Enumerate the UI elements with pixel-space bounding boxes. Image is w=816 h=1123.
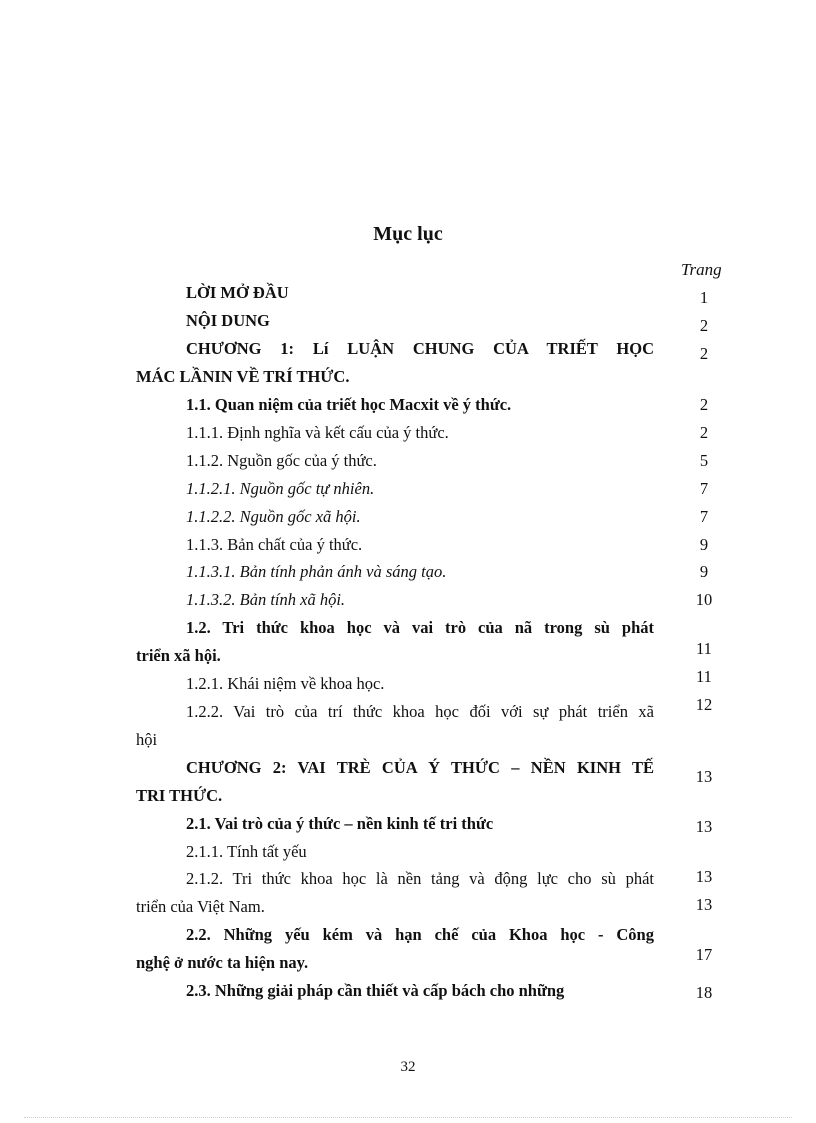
toc-page-1-1-3: 9 <box>699 535 709 554</box>
toc-entry-content: NỘI DUNG <box>186 311 270 330</box>
toc-entry-2-1: 2.1. Vai trò của ý thức – nền kinh tế tri thức <box>186 814 494 833</box>
toc-entry-chapter1-line2: MÁC LẦNIN VỀ TRÍ THỨC. <box>136 367 350 386</box>
toc-entry-1-2-line2: triển xã hội. <box>136 646 221 665</box>
toc-entry-intro: LỜI MỞ ĐẦU <box>186 283 289 302</box>
toc-entry-1-2-2-line2: hội <box>136 730 158 749</box>
page-number: 32 <box>400 1059 416 1075</box>
page-bottom-divider <box>24 1117 792 1118</box>
toc-entry-1-1-2-1: 1.1.2.1. Nguồn gốc tự nhiên. <box>186 479 375 498</box>
toc-entry-1-2-1: 1.2.1. Khái niệm về khoa học. <box>186 674 385 693</box>
toc-page-chapter2: 13 <box>695 767 713 786</box>
toc-entry-1-2-2-line1: 1.2.2. Vai trò của trí thức khoa học đối với sự phát triển xã <box>186 702 654 721</box>
toc-page-2-1-1: 13 <box>695 867 713 886</box>
toc-entry-chapter2-line1: CHƯƠNG 2: VAI TRÈ CỦA Ý THỨC – NỀN KINH TẾ <box>186 758 654 777</box>
toc-entry-1-1-1: 1.1.1. Định nghĩa và kết cấu của ý thức. <box>186 423 449 442</box>
toc-entry-2-3: 2.3. Những giải pháp cần thiết và cấp bách cho những <box>186 981 565 1000</box>
toc-entry-2-2-line1: 2.2. Những yếu kém và hạn chế của Khoa học - Công <box>186 925 654 944</box>
toc-page-1-1-3-1: 9 <box>699 562 709 581</box>
toc-entry-1-2-line1: 1.2. Tri thức khoa học và vai trò của nã trong sù phát <box>186 618 654 637</box>
toc-page-1-1-2-2: 7 <box>699 507 709 526</box>
toc-page-chapter1: 2 <box>699 344 709 363</box>
toc-entry-1-1-2-2: 1.1.2.2. Nguồn gốc xã hội. <box>186 507 361 526</box>
toc-entry-2-1-2-line2: triển của Việt Nam. <box>136 897 265 916</box>
page-column-header: Trang <box>681 260 722 279</box>
toc-page-2-1: 13 <box>695 817 713 836</box>
toc-page-1-2-1: 11 <box>696 667 712 686</box>
toc-entry-2-2-line2: nghệ ở nước ta hiện nay. <box>136 953 309 972</box>
toc-page-intro: 1 <box>699 288 709 307</box>
toc-page-2-3: 18 <box>695 983 713 1002</box>
toc-entry-1-1-3-1: 1.1.3.1. Bản tính phản ánh và sáng tạo. <box>186 562 447 581</box>
toc-entry-chapter2-line2: TRI THỨC. <box>136 786 223 805</box>
toc-page-1-1: 2 <box>699 395 709 414</box>
toc-title: Mục lục <box>373 223 443 245</box>
toc-page-content: 2 <box>699 316 709 335</box>
toc-page-2-1-2: 13 <box>695 895 713 914</box>
toc-page-1-2: 11 <box>696 639 712 658</box>
toc-entry-2-1-2-line1: 2.1.2. Tri thức khoa học là nền tảng và động lực cho sù phát <box>186 869 654 888</box>
toc-entry-1-1: 1.1. Quan niệm của triết học Macxit về ý thức. <box>186 395 512 414</box>
toc-entry-1-1-3-2: 1.1.3.2. Bản tính xã hội. <box>186 590 346 609</box>
toc-entry-chapter1-line1: CHƯƠNG 1: Lí LUẬN CHUNG CỦA TRIẾT HỌC <box>186 339 654 358</box>
toc-page-1-1-2-1: 7 <box>699 479 709 498</box>
toc-entry-1-1-2: 1.1.2. Nguồn gốc của ý thức. <box>186 451 377 470</box>
toc-page-1-1-2: 5 <box>699 451 709 470</box>
toc-entry-1-1-3: 1.1.3. Bản chất của ý thức. <box>186 535 363 554</box>
toc-page-2-2: 17 <box>695 945 713 964</box>
toc-page-1-2-2: 12 <box>695 695 713 714</box>
toc-page-1-1-1: 2 <box>699 423 709 442</box>
toc-page-1-1-3-2: 10 <box>695 590 713 609</box>
toc-entry-2-1-1: 2.1.1. Tính tất yếu <box>186 842 307 861</box>
